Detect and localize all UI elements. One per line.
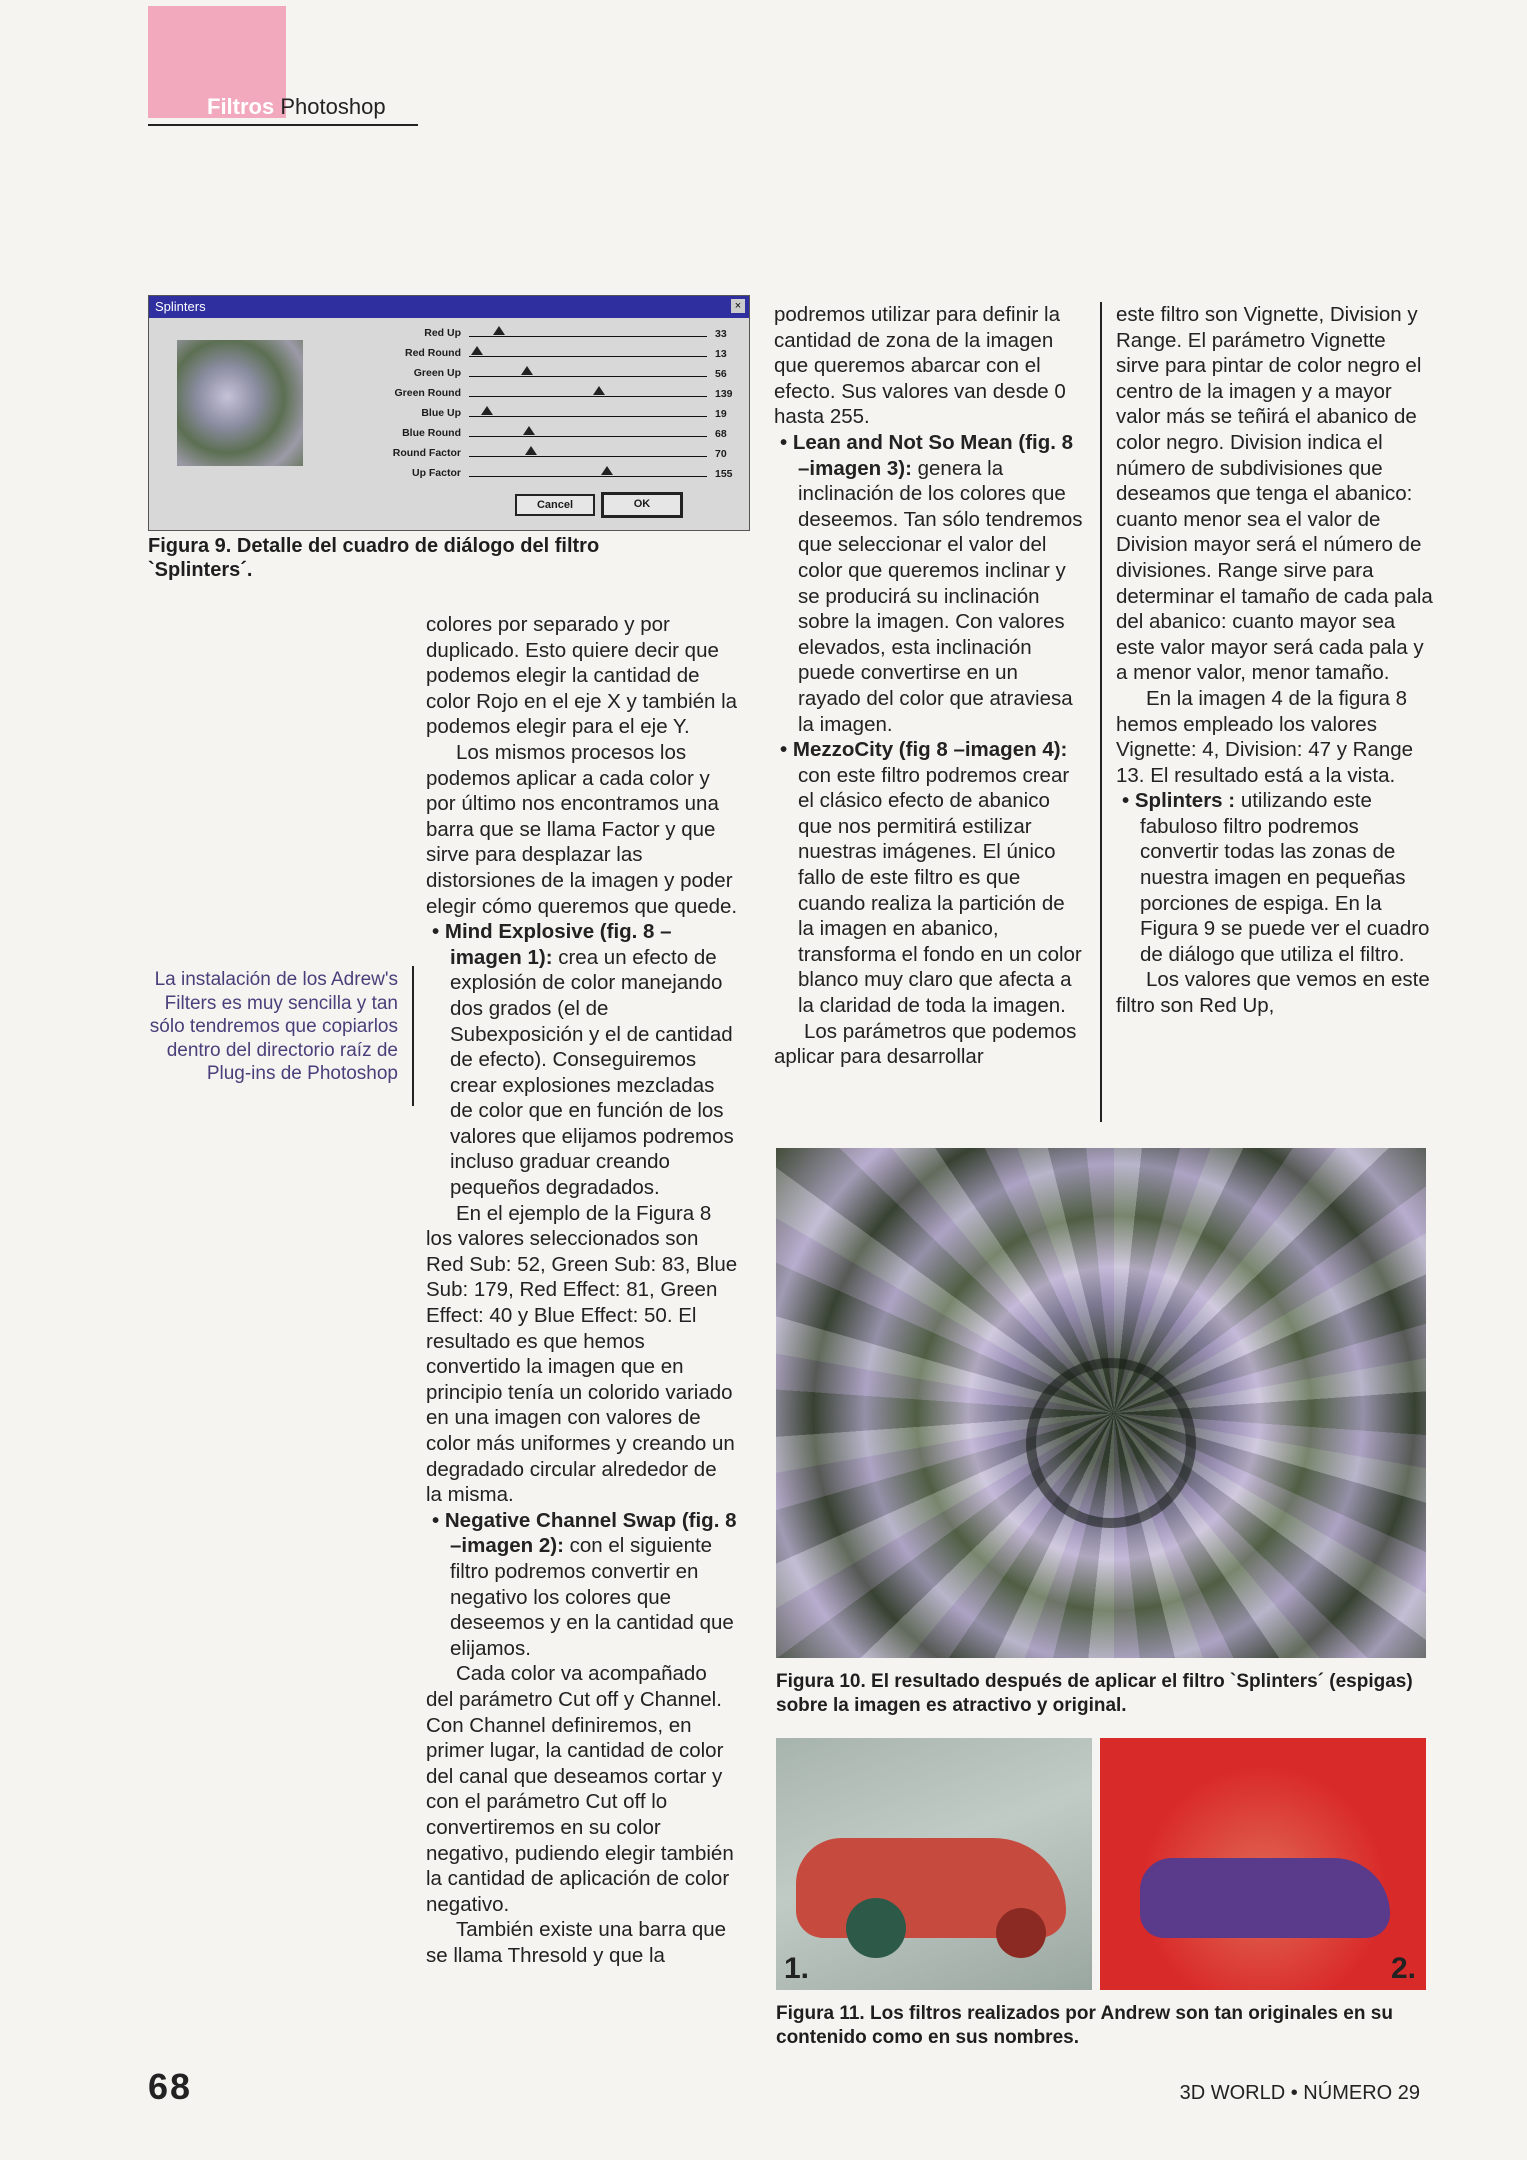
bullet-item — [1116, 788, 1434, 967]
paragraph: También existe una barra que se llama Thresold y que la — [426, 1918, 727, 1967]
running-header — [207, 94, 386, 120]
slider-track — [469, 416, 707, 417]
paragraph: Los valores que vemos en este filtro son Red Up, — [1116, 968, 1430, 1018]
slider-handle[interactable] — [523, 426, 535, 435]
dialog-preview-image — [177, 340, 303, 466]
slider-label: Green Round — [394, 387, 461, 399]
slider-value: 155 — [715, 468, 733, 480]
slider-track — [469, 356, 707, 357]
slider-track — [469, 476, 707, 477]
article-column-3 — [1116, 302, 1434, 1019]
bullet-text: con el siguiente filtro podremos convertir en negativo los colores que deseemos y en la cantidad que elijamos. — [450, 1534, 734, 1660]
paragraph: este filtro son Vignette, Division y Range. El parámetro Vignette sirve para pintar de color negro el centro de la imagen y a mayor valor más se teñirá el abanico de color negro. Division indica el número de subdivisiones que deseamos que tenga el abanico: cuanto menor sea el valor de Division mayor será el número de divisiones. Range sirve para determinar el tamaño de cada pala del abanico: cuanto mayor sea este valor mayor será cada pala y a menor valor, menor tamaño. — [1116, 303, 1433, 685]
dialog-title: Splinters — [155, 299, 206, 314]
slider-handle[interactable] — [521, 366, 533, 375]
splinters-dialog — [148, 295, 750, 531]
bullet-item — [774, 737, 1086, 1019]
bullet-text: crea un efecto de explosión de color manejando dos grados (el de Subexposición y el de cantidad de efecto). Conseguiremos crear explosiones mezcladas de color que en función de los valores que elijamos podremos incluso graduar creando pequeños degradados. — [450, 945, 734, 1200]
slider-label: Red Round — [405, 347, 461, 359]
slider-handle[interactable] — [593, 386, 605, 395]
bullet-title: • MezzoCity (fig 8 –imagen 4): — [780, 738, 1068, 762]
paragraph: Los mismos procesos los podemos aplicar a cada color y por último nos encontramos una barra que se llama Factor y que sirve para desplazar las distorsiones de la imagen y poder elegir cómo queremos que quede. — [426, 740, 738, 918]
close-icon[interactable]: × — [731, 299, 745, 313]
slider-track — [469, 436, 707, 437]
figure9-caption: Figura 9. Detalle del cuadro de diálogo del filtro `Splinters´. — [148, 535, 600, 581]
paragraph: podremos utilizar para definir la cantidad de zona de la imagen que queremos abarcar con el efecto. Sus valores van desde 0 hasta 255. — [774, 303, 1066, 429]
slider-track — [469, 396, 707, 397]
figure10-center — [1026, 1358, 1196, 1528]
slider-value: 68 — [715, 428, 727, 440]
bullet-text: utilizando este fabuloso filtro podremos convertir todas las zonas de nuestra imagen en pequeñas porciones de espiga. En la Figura 9 se puede ver el cuadro de diálogo que utiliza el filtro. — [1140, 789, 1430, 966]
paragraph: Los parámetros que podemos aplicar para desarrollar — [774, 1019, 1077, 1069]
header-rule — [148, 124, 418, 126]
header-topic: Photoshop — [280, 94, 386, 119]
slider-value: 19 — [715, 408, 727, 420]
bullet-text: genera la inclinación de los colores que deseemos. Tan sólo tendremos que seleccionar el valor del color que queremos inclinar y se producirá su inclinación sobre la imagen. Con valores elevados, esta inclinación puede convertirse en un rayado del color que atraviesa la imagen. — [798, 456, 1083, 736]
figure11-label-2: 2. — [1390, 1952, 1416, 1985]
figure11-image-1 — [776, 1738, 1092, 1990]
page-number: 68 — [148, 2066, 193, 2107]
paragraph: Cada color va acompañado del parámetro Cut off y Channel. Con Channel definiremos, en primer lugar, la cantidad de color del canal que deseamos cortar y con el parámetro Cut off lo convertiremos en su color negativo, pudiendo elegir también la cantidad de aplicación de color negativo. — [426, 1662, 734, 1916]
slider-handle[interactable] — [481, 406, 493, 415]
paragraph: colores por separado y por duplicado. Esto quiere decir que podemos elegir la cantidad de color Rojo en el eje X y también la podemos elegir para el eje Y. — [426, 613, 738, 739]
slider-track — [469, 456, 707, 457]
ok-button[interactable]: OK — [601, 492, 683, 518]
paragraph: En la imagen 4 de la figura 8 hemos empleado los valores Vignette: 4, Division: 47 y Range 13. El resultado está a la vista. — [1116, 686, 1414, 787]
slider-label: Green Up — [413, 367, 461, 379]
bullet-item — [426, 919, 738, 1201]
slider-label: Blue Up — [421, 407, 461, 419]
dialog-sliders — [299, 324, 739, 504]
bullet-text: con este filtro podremos crear el clásico efecto de abanico que nos permitirá estilizar nuestras imágenes. El único fallo de este filtro es que cuando realiza la partición de la imagen en abanico, transforma el fondo en un color blanco muy claro que afecta a la claridad de toda la imagen. — [798, 763, 1082, 1018]
paragraph: En el ejemplo de la Figura 8 los valores seleccionados son Red Sub: 52, Green Sub: 83, Blue Sub: 179, Red Effect: 81, Green Effect: 40 y Blue Effect: 50. El resultado es que hemos convertido la imagen que en principio tenía un colorido variado en una imagen con valores de color más uniformes y creando un degradado circular alrededor de la misma. — [426, 1201, 738, 1507]
column-rule — [1100, 302, 1102, 1122]
slider-handle[interactable] — [471, 346, 483, 355]
car-wheel — [996, 1908, 1046, 1958]
slider-handle[interactable] — [493, 326, 505, 335]
slider-label: Round Factor — [392, 447, 461, 459]
slider-value: 139 — [715, 388, 733, 400]
magazine-footer: 3D WORLD • NÚMERO 29 — [1179, 2082, 1420, 2104]
car-wheel — [846, 1898, 906, 1958]
slider-value: 33 — [715, 328, 727, 340]
bullet-item — [426, 1508, 738, 1662]
slider-value: 56 — [715, 368, 727, 380]
figure11-image-2 — [1100, 1738, 1426, 1990]
figure10-caption: Figura 10. El resultado después de aplicar el filtro `Splinters´ (espigas) sobre la imagen es atractivo y original. — [776, 1671, 1413, 1716]
figure10-image — [776, 1148, 1426, 1658]
figure11-label-1: 1. — [784, 1952, 810, 1985]
car-shape — [1140, 1858, 1390, 1938]
sidebar-rule — [412, 966, 414, 1106]
bullet-item — [774, 430, 1086, 737]
slider-value: 70 — [715, 448, 727, 460]
article-column-2 — [774, 302, 1086, 1070]
header-section: Filtros — [207, 94, 275, 119]
slider-label: Up Factor — [411, 467, 461, 479]
slider-value: 13 — [715, 348, 727, 360]
dialog-titlebar — [149, 296, 749, 318]
slider-track — [469, 376, 707, 377]
cancel-button[interactable]: Cancel — [515, 494, 595, 516]
slider-handle[interactable] — [525, 446, 537, 455]
figure11-caption: Figura 11. Los filtros realizados por Andrew son tan originales en su contenido como en sus nombres. — [776, 2003, 1393, 2048]
bullet-title: • Negative Channel Swap (fig. 8 –imagen 2): — [432, 1508, 737, 1558]
slider-label: Blue Round — [402, 427, 461, 439]
sidebar-note: La instalación de los Adrew's Filters es muy sencilla y tan sólo tendremos que copiarlos dentro del directorio raíz de Plug-ins de Photoshop — [149, 969, 398, 1084]
slider-handle[interactable] — [601, 466, 613, 475]
article-column-1 — [426, 612, 738, 1968]
slider-label: Red Up — [424, 327, 461, 339]
bullet-title: • Lean and Not So Mean (fig. 8 –imagen 3): — [780, 430, 1074, 480]
bullet-title: • Splinters : — [1122, 789, 1236, 813]
slider-track — [469, 336, 707, 337]
bullet-title: • Mind Explosive (fig. 8 –imagen 1): — [432, 920, 672, 969]
